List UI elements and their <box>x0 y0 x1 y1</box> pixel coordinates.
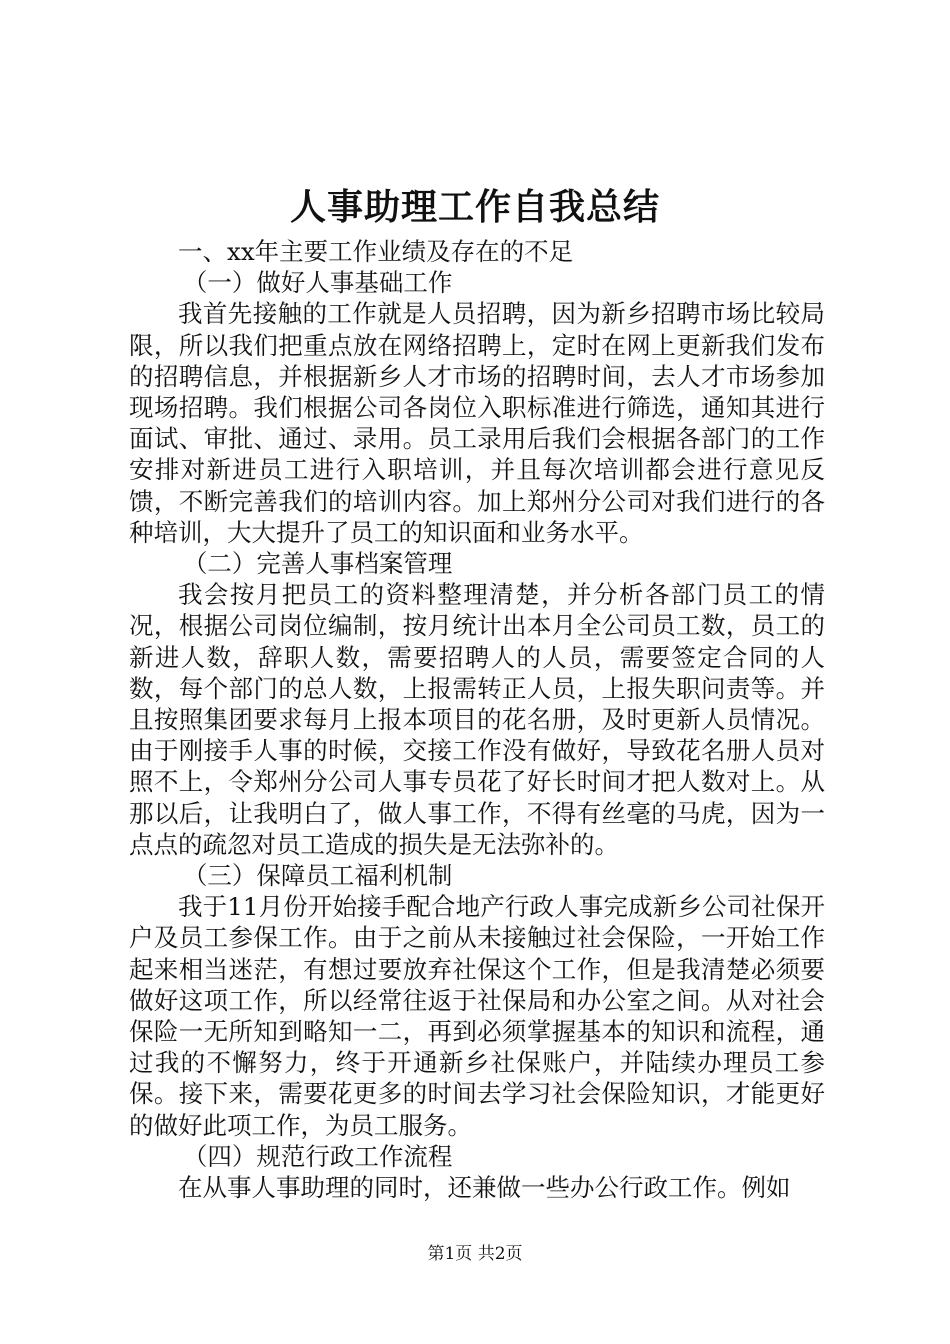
page-footer: 第1页 共2页 <box>427 1244 523 1264</box>
paragraph-welfare: 我于11月份开始接手配合地产行政人事完成新乡公司社保开户及员工参保工作。由于之前从未接触过社会保险，一开始工作起来相当迷茫，有想过要放弃社保这个工作，但是我清楚必须要做好这项工作，所以经常往返于社保局和办公室之间。从对社会保险一无所知到略知一二，再到必须掌握基本的知识和流程，通过我的不懈努力，终于开通新乡社保账户，并陆续办理员工参保。接下来，需要花更多的时间去学习社会保险知识，才能更好的做好此项工作，为员工服务。 <box>129 892 825 1140</box>
paragraph-recruitment: 我首先接触的工作就是人员招聘，因为新乡招聘市场比较局限，所以我们把重点放在网络招聘上，定时在网上更新我们发布的招聘信息，并根据新乡人才市场的招聘时间，去人才市场参加现场招聘。我们根据公司各岗位入职标准进行筛选，通知其进行面试、审批、通过、录用。员工录用后我们会根据各部门的工作安排对新进员工进行入职培训，并且每次培训都会进行意见反馈，不断完善我们的培训内容。加上郑州分公司对我们进行的各种培训，大大提升了员工的知识面和业务水平。 <box>129 299 825 547</box>
document-title: 人事助理工作自我总结 <box>289 186 660 228</box>
paragraph-archives: 我会按月把员工的资料整理清楚，并分析各部门员工的情况，根据公司岗位编制，按月统计出本月全公司员工数，员工的新进人数，辞职人数，需要招聘人的人员，需要签定合同的人数，每个部门的总人数，上报需转正人员，上报失职问责等。并且按照集团要求每月上报本项目的花名册，及时更新人员情况。由于刚接手人事的时候，交接工作没有做好，导致花名册人员对照不上，令郑州分公司人事专员花了好长时间才把人数对上。从那以后，让我明白了，做人事工作，不得有丝毫的马虎，因为一点点的疏忽对员工造成的损失是无法弥补的。 <box>129 580 825 859</box>
document-body <box>129 236 825 1203</box>
subheading-archives: （二）完善人事档案管理 <box>182 549 453 579</box>
subheading-welfare: （三）保障员工福利机制 <box>182 861 453 891</box>
subheading-admin: （四）规范行政工作流程 <box>182 1141 453 1171</box>
paragraph-admin: 在从事人事助理的同时，还兼做一些办公行政工作。例如 <box>178 1173 791 1203</box>
subheading-recruitment: （一）做好人事基础工作 <box>182 268 453 298</box>
section-heading: 一、xx年主要工作业绩及存在的不足 <box>178 237 574 266</box>
